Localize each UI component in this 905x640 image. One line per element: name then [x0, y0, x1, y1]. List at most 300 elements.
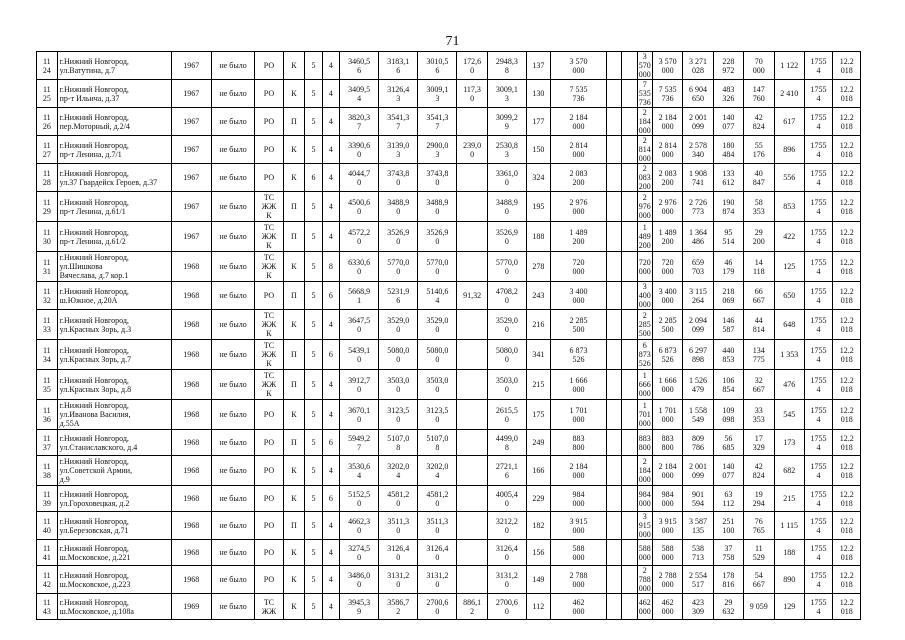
- unit-cost-cell: 215: [774, 486, 804, 512]
- limit-cost-cell: 1755 4: [804, 192, 832, 222]
- cost-cell: 6 904 650: [683, 80, 713, 108]
- repair-cell: не было: [211, 566, 254, 594]
- unit-cost-cell: 422: [774, 222, 804, 252]
- total-area-cell: 3912,7 0: [340, 370, 379, 400]
- premises-area-cell: 5107,0 8: [379, 430, 418, 456]
- empty-cell: [607, 282, 622, 310]
- unit-cost-cell: 853: [774, 192, 804, 222]
- address-cell: г.Нижний Новгород, ул.Иванова Василия, д.55А: [57, 400, 171, 430]
- cost-cell: 54 667: [744, 566, 774, 594]
- cost-cell: 3 587 135: [683, 512, 713, 540]
- empty-cell: [622, 52, 637, 80]
- cost-cell: 42 824: [744, 456, 774, 486]
- year-cell: 1967: [171, 108, 211, 136]
- table-row: [37, 486, 892, 512]
- cost-cell: 3 115 264: [683, 282, 713, 310]
- residents-cell: 166: [526, 456, 550, 486]
- wall-material-cell: К: [283, 136, 305, 164]
- empty-cell: [622, 80, 637, 108]
- deadline-cell: 12.2 018: [833, 136, 861, 164]
- row-number: 11 25: [37, 80, 58, 108]
- cost-cell: 483 326: [713, 80, 743, 108]
- limit-cost-cell: 1755 4: [804, 252, 832, 282]
- cost-cell: 66 667: [744, 282, 774, 310]
- cost-cell: 2 814 000: [652, 136, 682, 164]
- table-row: [37, 566, 892, 594]
- unit-cost-cell: 545: [774, 400, 804, 430]
- limit-cost-cell: 1755 4: [804, 222, 832, 252]
- common-area-cell: 3529,0 0: [487, 310, 526, 340]
- empty-cell: [622, 136, 637, 164]
- total-cost-cell: 1 489 200: [550, 222, 606, 252]
- floors-cell: 5: [305, 310, 322, 340]
- common-area-cell: 2530,8 3: [487, 136, 526, 164]
- common-area-cell: 2721,1 6: [487, 456, 526, 486]
- unit-cost-cell: 188: [774, 540, 804, 566]
- address-cell: г.Нижний Новгород, пр-т Ленина, д.7/1: [57, 136, 171, 164]
- repair-cell: не было: [211, 430, 254, 456]
- year-cell: 1968: [171, 566, 211, 594]
- common-area-cell: 3526,9 0: [487, 222, 526, 252]
- total-area-cell: 3409,5 4: [340, 80, 379, 108]
- cost-cell: 3 915 000: [652, 512, 682, 540]
- cost-cell: 2 184 000: [652, 108, 682, 136]
- total-area-cell: 5439,1 0: [340, 340, 379, 370]
- total-cost-cell: 2 184 000: [550, 456, 606, 486]
- deadline-cell: 12.2 018: [833, 430, 861, 456]
- table-row: [37, 594, 892, 620]
- wall-material-cell: К: [283, 540, 305, 566]
- empty-cell: [607, 456, 622, 486]
- empty-cell: [607, 252, 622, 282]
- nonresidential-area-cell: 172,6 0: [457, 52, 487, 80]
- floors-cell: 5: [305, 370, 322, 400]
- residential-area-cell: 3541,3 7: [418, 108, 457, 136]
- nonresidential-area-cell: [457, 164, 487, 192]
- row-number: 11 30: [37, 222, 58, 252]
- total-cost-cell: 2 285 500: [550, 310, 606, 340]
- table-row: [37, 512, 892, 540]
- cost-cell: 218 069: [713, 282, 743, 310]
- address-cell: г.Нижний Новгород, ул.Красных Зорь, д.7: [57, 340, 171, 370]
- nonresidential-area-cell: [457, 400, 487, 430]
- year-cell: 1967: [171, 52, 211, 80]
- year-cell: 1968: [171, 430, 211, 456]
- residential-area-cell: 4581,2 0: [418, 486, 457, 512]
- cost-cell: 133 612: [713, 164, 743, 192]
- cost-cell: 2 788 000: [638, 566, 651, 593]
- wall-material-cell: К: [283, 486, 305, 512]
- deadline-cell: 12.2 018: [833, 310, 861, 340]
- premises-area-cell: 5231,9 6: [379, 282, 418, 310]
- total-area-cell: 4662,3 0: [340, 512, 379, 540]
- empty-cell: [622, 540, 637, 566]
- cost-cell: 462 000: [637, 594, 652, 620]
- residents-cell: 150: [526, 136, 550, 164]
- unit-cost-cell: 648: [774, 310, 804, 340]
- year-cell: 1968: [171, 400, 211, 430]
- cost-cell: 3 915 000: [638, 512, 651, 539]
- address-cell: г.Нижний Новгород, пр-т Ильича, д.37: [57, 80, 171, 108]
- common-area-cell: 2700,6 0: [487, 594, 526, 620]
- nonresidential-area-cell: [457, 540, 487, 566]
- empty-cell: [607, 594, 622, 620]
- total-area-cell: 3390,6 0: [340, 136, 379, 164]
- empty-cell: [622, 310, 637, 340]
- year-cell: 1968: [171, 370, 211, 400]
- cost-cell: 29 632: [713, 594, 743, 620]
- management-cell: РО: [255, 430, 283, 456]
- row-number: 11 33: [37, 310, 58, 340]
- cost-cell: 1 666 000: [638, 371, 651, 398]
- wall-material-cell: К: [283, 164, 305, 192]
- repair-cell: не было: [211, 512, 254, 540]
- nonresidential-area-cell: [457, 252, 487, 282]
- cost-cell: 14 118: [744, 252, 774, 282]
- limit-cost-cell: 1755 4: [804, 136, 832, 164]
- year-cell: 1968: [171, 456, 211, 486]
- common-area-cell: 2615,5 0: [487, 400, 526, 430]
- common-area-cell: 3361,0 0: [487, 164, 526, 192]
- unit-cost-cell: 476: [774, 370, 804, 400]
- empty-cell: [607, 430, 622, 456]
- repair-cell: не было: [211, 282, 254, 310]
- wall-material-cell: К: [283, 80, 305, 108]
- cost-cell: 2 554 517: [683, 566, 713, 594]
- unit-cost-cell: 1 122: [774, 52, 804, 80]
- wall-material-cell: К: [283, 252, 305, 282]
- year-cell: 1968: [171, 540, 211, 566]
- deadline-cell: 12.2 018: [833, 512, 861, 540]
- cost-cell: 6 297 898: [683, 340, 713, 370]
- address-cell: г.Нижний Новгород, ул.Красных Зорь, д.8: [57, 370, 171, 400]
- limit-cost-cell: 1755 4: [804, 52, 832, 80]
- table-row: [37, 164, 892, 192]
- cost-cell: 37 758: [713, 540, 743, 566]
- wall-material-cell: П: [283, 192, 305, 222]
- residential-area-cell: 3123,5 0: [418, 400, 457, 430]
- residential-area-cell: 3009,1 3: [418, 80, 457, 108]
- cost-cell: 2 285 500: [652, 310, 682, 340]
- management-cell: ТС ЖЖ К: [255, 340, 283, 370]
- management-cell: РО: [255, 400, 283, 430]
- address-cell: г.Нижний Новгород, ул.Гороховецкая, д.2: [57, 486, 171, 512]
- entrances-cell: 4: [322, 164, 339, 192]
- floors-cell: 5: [305, 566, 322, 594]
- limit-cost-cell: 1755 4: [804, 80, 832, 108]
- entrances-cell: 4: [322, 310, 339, 340]
- year-cell: 1968: [171, 252, 211, 282]
- total-cost-cell: 588 000: [550, 540, 606, 566]
- empty-cell: [622, 108, 637, 136]
- management-cell: РО: [255, 456, 283, 486]
- row-number: 11 32: [37, 282, 58, 310]
- limit-cost-cell: 1755 4: [804, 340, 832, 370]
- premises-area-cell: 3743,8 0: [379, 164, 418, 192]
- management-cell: РО: [255, 52, 283, 80]
- total-cost-cell: 2 976 000: [550, 192, 606, 222]
- residents-cell: 130: [526, 80, 550, 108]
- premises-area-cell: 3488,9 0: [379, 192, 418, 222]
- residential-area-cell: 5080,0 0: [418, 340, 457, 370]
- common-area-cell: 4708,2 0: [487, 282, 526, 310]
- residents-cell: 229: [526, 486, 550, 512]
- cost-cell: 2 094 099: [683, 310, 713, 340]
- residential-area-cell: 3526,9 0: [418, 222, 457, 252]
- common-area-cell: 3009,1 3: [487, 80, 526, 108]
- wall-material-cell: П: [283, 222, 305, 252]
- total-area-cell: 3647,5 0: [340, 310, 379, 340]
- deadline-cell: 12.2 018: [833, 252, 861, 282]
- entrances-cell: 4: [322, 456, 339, 486]
- empty-cell: [607, 566, 622, 594]
- residential-area-cell: 3503,0 0: [418, 370, 457, 400]
- floors-cell: 5: [305, 400, 322, 430]
- unit-cost-cell: 556: [774, 164, 804, 192]
- residential-area-cell: 3126,4 0: [418, 540, 457, 566]
- cost-cell: 2 726 773: [683, 192, 713, 222]
- unit-cost-cell: 1 115: [774, 512, 804, 540]
- empty-cell: [607, 370, 622, 400]
- cost-cell: 1 701 000: [652, 400, 682, 430]
- wall-material-cell: К: [283, 310, 305, 340]
- premises-area-cell: 3126,4 0: [379, 540, 418, 566]
- cost-cell: 146 587: [713, 310, 743, 340]
- address-cell: г.Нижний Новгород, ул.Ватутина, д.7: [57, 52, 171, 80]
- premises-area-cell: 3586,7 2: [379, 594, 418, 620]
- cost-cell: 134 775: [744, 340, 774, 370]
- year-cell: 1968: [171, 310, 211, 340]
- row-number: 11 36: [37, 400, 58, 430]
- limit-cost-cell: 1755 4: [804, 108, 832, 136]
- repair-cell: не было: [211, 594, 254, 620]
- floors-cell: 5: [305, 512, 322, 540]
- entrances-cell: 4: [322, 222, 339, 252]
- cost-cell: 3 271 028: [683, 52, 713, 80]
- cost-cell: 720 000: [637, 252, 652, 282]
- total-cost-cell: 1 666 000: [550, 370, 606, 400]
- empty-cell: [622, 370, 637, 400]
- cost-cell: 1 666 000: [652, 370, 682, 400]
- limit-cost-cell: 1755 4: [804, 456, 832, 486]
- common-area-cell: 4499,0 8: [487, 430, 526, 456]
- cost-cell: 883 800: [652, 430, 682, 456]
- cost-cell: 1 364 486: [683, 222, 713, 252]
- nonresidential-area-cell: [457, 456, 487, 486]
- table-row: [37, 52, 892, 80]
- repair-cell: не было: [211, 52, 254, 80]
- table-row: [37, 252, 892, 282]
- floors-cell: 5: [305, 80, 322, 108]
- cost-cell: 423 309: [683, 594, 713, 620]
- year-cell: 1967: [171, 80, 211, 108]
- unit-cost-cell: 173: [774, 430, 804, 456]
- residents-cell: 137: [526, 52, 550, 80]
- cost-cell: 1 526 479: [683, 370, 713, 400]
- deadline-cell: 12.2 018: [833, 340, 861, 370]
- empty-cell: [622, 456, 637, 486]
- residential-area-cell: 2900,0 3: [418, 136, 457, 164]
- residential-area-cell: 5107,0 8: [418, 430, 457, 456]
- deadline-cell: 12.2 018: [833, 540, 861, 566]
- residents-cell: 188: [526, 222, 550, 252]
- cost-cell: 95 514: [713, 222, 743, 252]
- repair-cell: не было: [211, 192, 254, 222]
- floors-cell: 5: [305, 594, 322, 620]
- floors-cell: 5: [305, 456, 322, 486]
- cost-cell: 720 000: [652, 252, 682, 282]
- unit-cost-cell: 125: [774, 252, 804, 282]
- table-row: [37, 80, 892, 108]
- nonresidential-area-cell: [457, 370, 487, 400]
- table-row: [37, 456, 892, 486]
- repair-cell: не было: [211, 540, 254, 566]
- premises-area-cell: 3503,0 0: [379, 370, 418, 400]
- premises-area-cell: 4581,2 0: [379, 486, 418, 512]
- empty-cell: [622, 566, 637, 594]
- total-cost-cell: 462 000: [550, 594, 606, 620]
- total-area-cell: 5949,2 7: [340, 430, 379, 456]
- deadline-cell: 12.2 018: [833, 486, 861, 512]
- entrances-cell: 4: [322, 108, 339, 136]
- empty-cell: [607, 222, 622, 252]
- common-area-cell: 2948,3 8: [487, 52, 526, 80]
- cost-cell: 2 001 099: [683, 108, 713, 136]
- row-number: 11 27: [37, 136, 58, 164]
- premises-area-cell: 3541,3 7: [379, 108, 418, 136]
- address-cell: г.Нижний Новгород, ш.Московское, д.108а: [57, 594, 171, 620]
- unit-cost-cell: 890: [774, 566, 804, 594]
- total-area-cell: 3820,3 7: [340, 108, 379, 136]
- cost-cell: 588 000: [652, 540, 682, 566]
- address-cell: г.Нижний Новгород, ул.Станиславского, д.4: [57, 430, 171, 456]
- limit-cost-cell: 1755 4: [804, 370, 832, 400]
- cost-cell: 29 200: [744, 222, 774, 252]
- total-cost-cell: 2 083 200: [550, 164, 606, 192]
- table-row: [37, 192, 892, 222]
- management-cell: РО: [255, 108, 283, 136]
- residents-cell: 243: [526, 282, 550, 310]
- repair-cell: не было: [211, 164, 254, 192]
- address-cell: г.Нижний Новгород, ул.Красных Зорь, д.3: [57, 310, 171, 340]
- premises-area-cell: 3123,5 0: [379, 400, 418, 430]
- limit-cost-cell: 1755 4: [804, 486, 832, 512]
- empty-cell: [622, 400, 637, 430]
- cost-cell: 11 529: [744, 540, 774, 566]
- repair-cell: не было: [211, 310, 254, 340]
- management-cell: ТС ЖЖ: [255, 594, 283, 620]
- total-cost-cell: 1 701 000: [550, 400, 606, 430]
- table-row: [37, 400, 892, 430]
- limit-cost-cell: 1755 4: [804, 540, 832, 566]
- cost-cell: 538 713: [683, 540, 713, 566]
- cost-cell: 2 976 000: [652, 192, 682, 222]
- management-cell: РО: [255, 164, 283, 192]
- cost-cell: 40 847: [744, 164, 774, 192]
- total-area-cell: 3670,1 0: [340, 400, 379, 430]
- entrances-cell: 4: [322, 594, 339, 620]
- wall-material-cell: П: [283, 108, 305, 136]
- repair-cell: не было: [211, 486, 254, 512]
- cost-cell: 2 001 099: [683, 456, 713, 486]
- common-area-cell: 3212,2 0: [487, 512, 526, 540]
- repair-cell: не было: [211, 80, 254, 108]
- nonresidential-area-cell: 91,32: [457, 282, 487, 310]
- premises-area-cell: 3139,0 3: [379, 136, 418, 164]
- address-cell: г.Нижний Новгород, ул.Шишкова Вячеслава, д.7 кор.1: [57, 252, 171, 282]
- management-cell: РО: [255, 540, 283, 566]
- residents-cell: 175: [526, 400, 550, 430]
- total-area-cell: 4500,6 0: [340, 192, 379, 222]
- row-number: 11 40: [37, 512, 58, 540]
- floors-cell: 5: [305, 252, 322, 282]
- premises-area-cell: 3126,4 3: [379, 80, 418, 108]
- total-cost-cell: 2 788 000: [550, 566, 606, 594]
- deadline-cell: 12.2 018: [833, 164, 861, 192]
- residents-cell: 156: [526, 540, 550, 566]
- residents-cell: 215: [526, 370, 550, 400]
- deadline-cell: 12.2 018: [833, 594, 861, 620]
- empty-cell: [607, 52, 622, 80]
- cost-cell: 42 824: [744, 108, 774, 136]
- unit-cost-cell: 2 410: [774, 80, 804, 108]
- cost-cell: 147 760: [744, 80, 774, 108]
- limit-cost-cell: 1755 4: [804, 594, 832, 620]
- empty-cell: [607, 400, 622, 430]
- total-area-cell: 5668,9 1: [340, 282, 379, 310]
- table-row: [37, 430, 892, 456]
- cost-cell: 3 570 000: [652, 52, 682, 80]
- cost-cell: 1 489 200: [652, 222, 682, 252]
- limit-cost-cell: 1755 4: [804, 430, 832, 456]
- cost-cell: 58 353: [744, 192, 774, 222]
- empty-cell: [622, 222, 637, 252]
- total-area-cell: 3530,6 4: [340, 456, 379, 486]
- residents-cell: 149: [526, 566, 550, 594]
- cost-cell: 2 814 000: [638, 136, 651, 163]
- residents-cell: 249: [526, 430, 550, 456]
- premises-area-cell: 3526,9 0: [379, 222, 418, 252]
- row-number: 11 34: [37, 340, 58, 370]
- total-area-cell: 3486,0 0: [340, 566, 379, 594]
- cost-cell: 2 285 500: [638, 311, 651, 338]
- cost-cell: 19 294: [744, 486, 774, 512]
- deadline-cell: 12.2 018: [833, 282, 861, 310]
- row-number: 11 42: [37, 566, 58, 594]
- total-cost-cell: 3 915 000: [550, 512, 606, 540]
- total-cost-cell: 883 800: [550, 430, 606, 456]
- deadline-cell: 12.2 018: [833, 108, 861, 136]
- address-cell: г.Нижний Новгород, пр-т Ленина, д.61/2: [57, 222, 171, 252]
- premises-area-cell: 3529,0 0: [379, 310, 418, 340]
- premises-area-cell: 5080,0 0: [379, 340, 418, 370]
- wall-material-cell: К: [283, 400, 305, 430]
- nonresidential-area-cell: [457, 566, 487, 594]
- year-cell: 1967: [171, 192, 211, 222]
- cost-cell: 659 703: [683, 252, 713, 282]
- cost-cell: 6 873 526: [638, 341, 651, 368]
- nonresidential-area-cell: [457, 108, 487, 136]
- total-cost-cell: 984 000: [550, 486, 606, 512]
- cost-cell: 1 701 000: [638, 401, 651, 428]
- common-area-cell: 3131,2 0: [487, 566, 526, 594]
- cost-cell: 32 667: [744, 370, 774, 400]
- cost-cell: 2 578 340: [683, 136, 713, 164]
- table-row: [37, 370, 892, 400]
- total-area-cell: 4572,2 0: [340, 222, 379, 252]
- repair-cell: не было: [211, 456, 254, 486]
- management-cell: ТС ЖЖ К: [255, 222, 283, 252]
